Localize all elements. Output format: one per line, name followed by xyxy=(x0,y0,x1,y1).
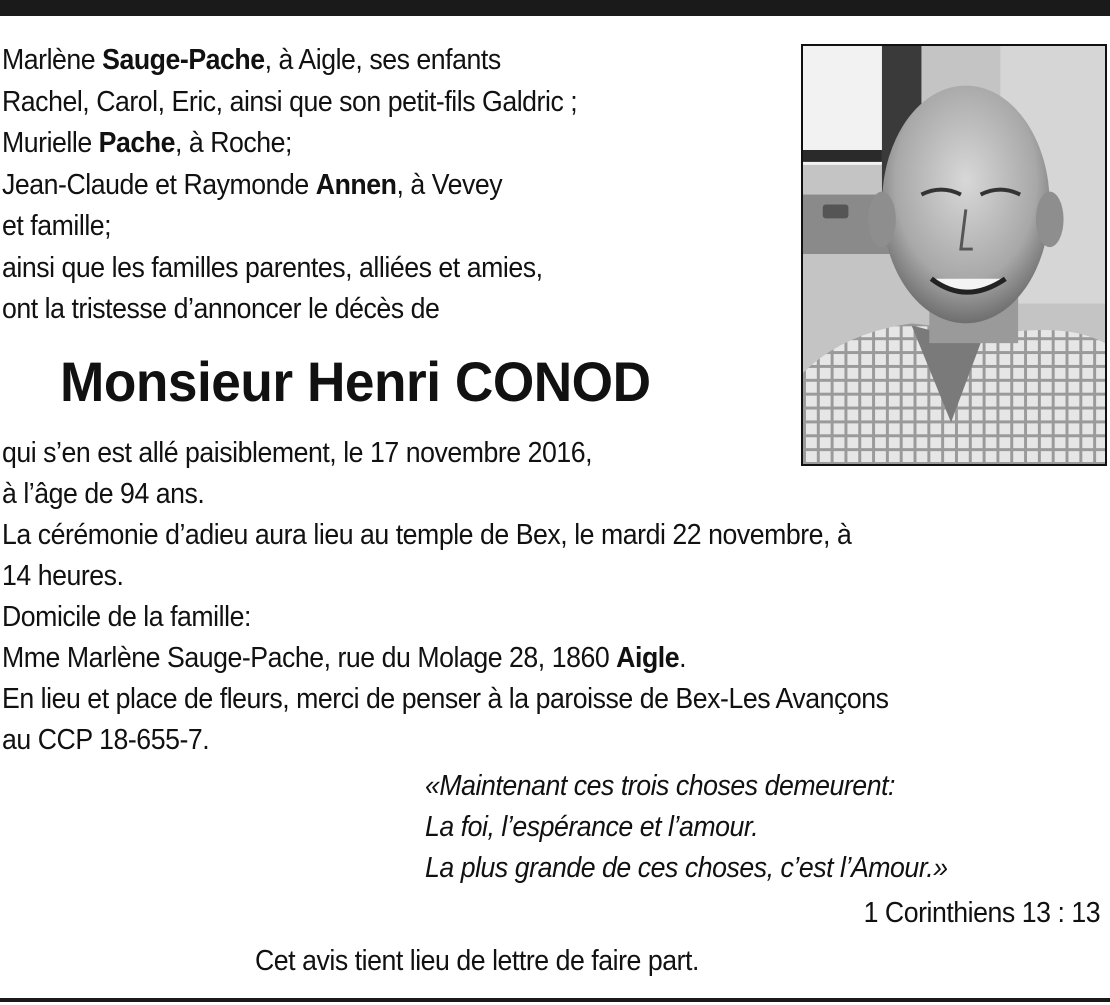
closing-note: Cet avis tient lieu de lettre de faire part. xyxy=(255,945,699,977)
family-line: Murielle Pache, à Roche; xyxy=(2,127,293,159)
quote-line: La foi, l’espérance et l’amour. xyxy=(425,811,759,843)
deceased-name: Monsieur Henri CONOD xyxy=(60,350,651,413)
body-line: Domicile de la famille: xyxy=(2,601,251,633)
body-line: En lieu et place de fleurs, merci de penser à la paroisse de Bex-Les Avançons xyxy=(2,683,889,715)
family-line: ont la tristesse d’annoncer le décès de xyxy=(2,293,440,325)
family-line: Jean-Claude et Raymonde Annen, à Vevey xyxy=(2,168,503,201)
portrait-photo-icon xyxy=(803,46,1105,464)
body-line: 14 heures. xyxy=(2,560,124,592)
family-announcement xyxy=(2,40,720,331)
quote-line: «Maintenant ces trois choses demeurent: xyxy=(425,770,895,802)
body-line: Mme Marlène Sauge-Pache, rue du Molage 28, 1860 Aigle. xyxy=(2,642,687,674)
surname: Sauge-Pache xyxy=(102,44,265,76)
quote-reference: 1 Corinthiens 13 : 13 xyxy=(863,897,1100,929)
city: Aigle xyxy=(616,642,680,674)
family-line: ainsi que les familles parentes, alliées et amies, xyxy=(2,251,543,284)
family-line: Rachel, Carol, Eric, ainsi que son petit-fils Galdric ; xyxy=(2,85,578,118)
bottom-rule xyxy=(0,998,1110,1002)
bible-quote xyxy=(425,766,1106,889)
announcement-body xyxy=(2,433,1078,761)
quote-line: La plus grande de ces choses, c’est l’Amour.» xyxy=(425,852,948,884)
body-line: à l’âge de 94 ans. xyxy=(2,478,205,510)
surname: Pache xyxy=(98,127,176,159)
top-rule xyxy=(0,0,1110,16)
body-line: La cérémonie d’adieu aura lieu au temple de Bex, le mardi 22 novembre, à xyxy=(2,519,852,551)
body-line: qui s’en est allé paisiblement, le 17 novembre 2016, xyxy=(2,437,593,469)
body-line: au CCP 18-655-7. xyxy=(2,724,210,756)
family-line: et famille; xyxy=(2,210,112,242)
portrait-photo xyxy=(801,44,1107,466)
surname: Annen xyxy=(315,168,397,201)
family-line: Marlène Sauge-Pache, à Aigle, ses enfants xyxy=(2,44,501,76)
